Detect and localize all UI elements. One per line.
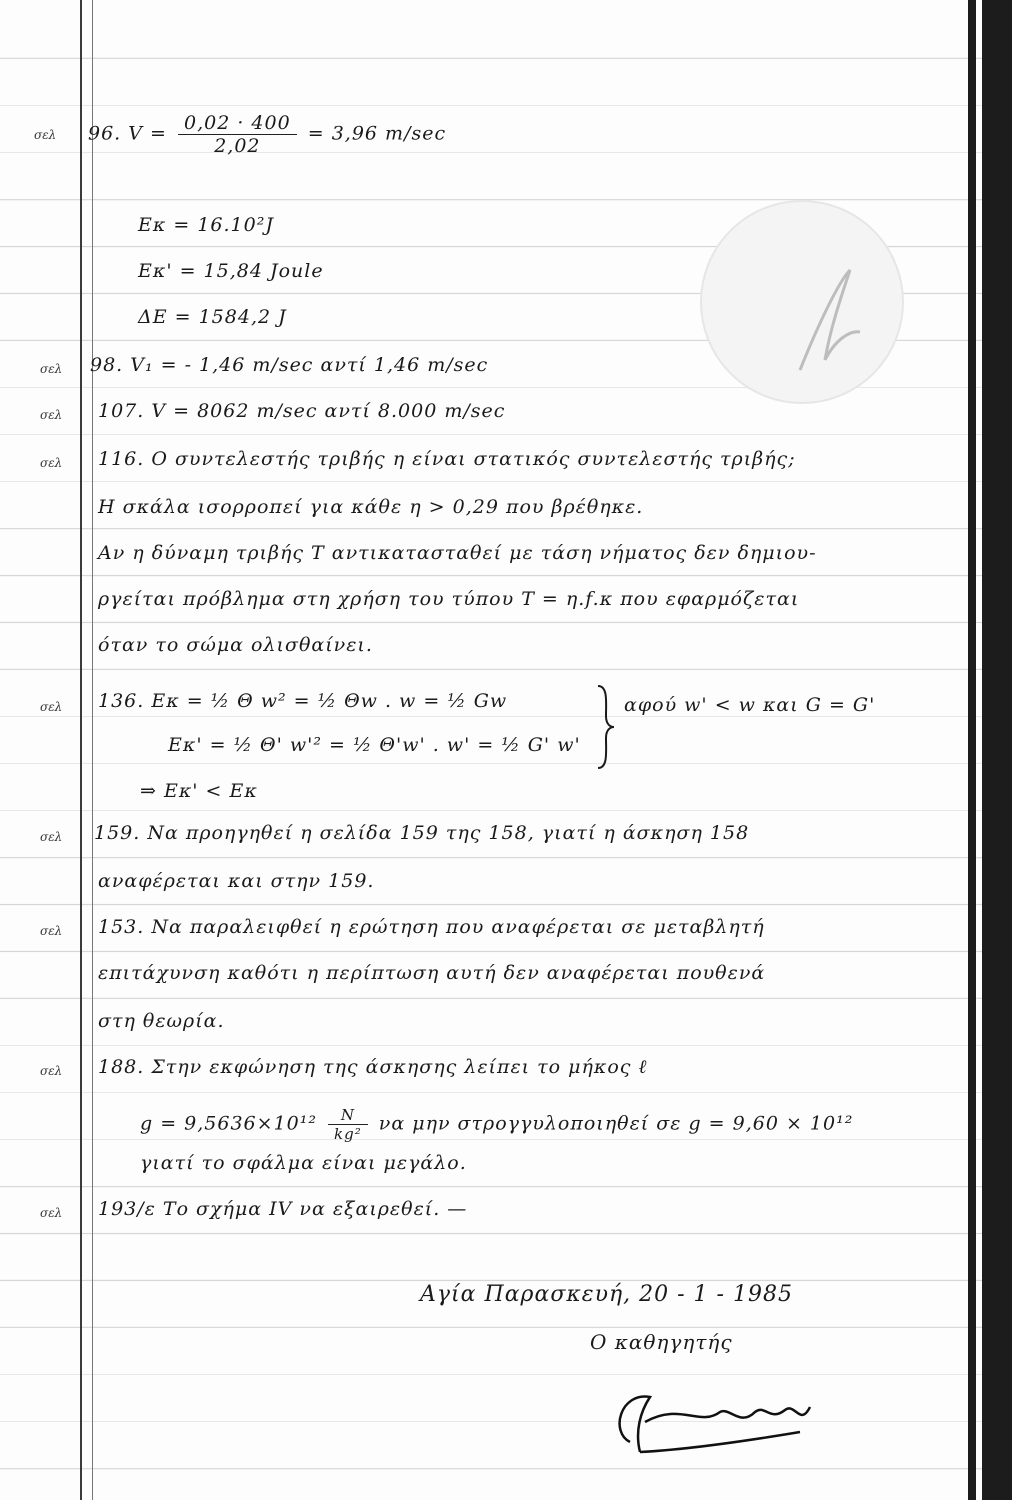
line-107: 107. V = 8062 m/sec αντί 8.000 m/sec [98,400,506,422]
line-159: 159. Να προηγηθεί η σελίδα 159 της 158, γιατί η άσκηση 158 [94,822,750,844]
formula-note: να μην στρογγυλοποιηθεί σε g = 9,60 × 10¹² [378,1112,854,1135]
line-116-cont: ργείται πρόβλημα στη χρήση του τύπου Τ = η.f.κ που εφαρμόζεται [98,588,800,610]
line-136-cont: Eκ' = ½ Θ' w'² = ½ Θ'w' . w' = ½ G' w' [168,734,581,756]
line-116-cont: Η σκάλα ισορροπεί για κάθε η > 0,29 που βρέθηκε. [98,496,644,518]
formula-result: = 3,96 m/sec [307,122,447,145]
page-ref: σελ [40,1206,63,1220]
line-153: 153. Να παραλειφθεί η ερώτηση που αναφέρεται σε μεταβλητή [98,916,765,938]
page-ref: σελ [40,362,63,376]
formula-g: g = 9,5636×10¹² [140,1112,317,1135]
line-ek: Eκ = 16.10²J [138,214,274,236]
curly-brace [592,682,618,772]
place-date: Αγία Παρασκευή, 20 - 1 - 1985 [420,1282,793,1307]
line-136-note: αφού w' < w και G = G' [624,694,876,716]
line-193: 193/ε Το σχήμα IV να εξαιρεθεί. — [98,1198,468,1220]
unit-denominator: kg² [334,1125,362,1143]
line-ek-prime: Eκ' = 15,84 Joule [138,260,324,282]
line-188: 188. Στην εκφώνηση της άσκησης λείπει το μήκος ℓ [98,1056,648,1078]
line-159-cont: αναφέρεται και στην 159. [98,870,375,892]
line-188-cont: γιατί το σφάλμα είναι μεγάλο. [140,1152,467,1174]
unit-numerator: N [328,1106,368,1125]
line-188-cont [140,1106,853,1143]
binding-edge [982,0,1012,1500]
fraction [178,112,297,157]
numerator: 0,02 · 400 [178,112,297,135]
page-ref: σελ [34,128,57,142]
line-153-cont: στη θεωρία. [98,1010,225,1032]
line-96 [88,112,446,157]
line-116-cont: όταν το σώμα ολισθαίνει. [98,634,373,656]
page-ref: σελ [40,456,63,470]
handwritten-signature [600,1372,830,1472]
line-98: 98. V₁ = - 1,46 m/sec αντί 1,46 m/sec [90,354,489,376]
item-number: 96. [88,122,122,145]
line-136: 136. Eκ = ½ Θ w² = ½ Θw . w = ½ Gw [98,690,508,712]
margin-line-inner [92,0,93,1500]
page-edge [968,0,976,1500]
page-ref: σελ [40,700,63,714]
line-delta-e: ΔE = 1584,2 J [138,306,287,328]
signatory-role: Ο καθηγητής [590,1330,733,1354]
stamp-signature [780,260,870,380]
page-ref: σελ [40,830,63,844]
line-136-conclusion: ⇒ Eκ' < Eκ [140,780,258,802]
line-116-cont: Αν η δύναμη τριβής Τ αντικατασταθεί με τάση νήματος δεν δημιου- [98,542,817,564]
denominator: 2,02 [214,135,261,157]
line-116: 116. Ο συντελεστής τριβής η είναι στατικός συντελεστής τριβής; [98,448,796,470]
formula-lhs: V = [128,122,167,145]
page-ref: σελ [40,408,63,422]
page-ref: σελ [40,1064,63,1078]
line-153-cont: επιτάχυνση καθότι η περίπτωση αυτή δεν αναφέρεται πουθενά [98,962,766,984]
margin-line [80,0,82,1500]
unit-fraction [328,1106,368,1143]
page-ref: σελ [40,924,63,938]
